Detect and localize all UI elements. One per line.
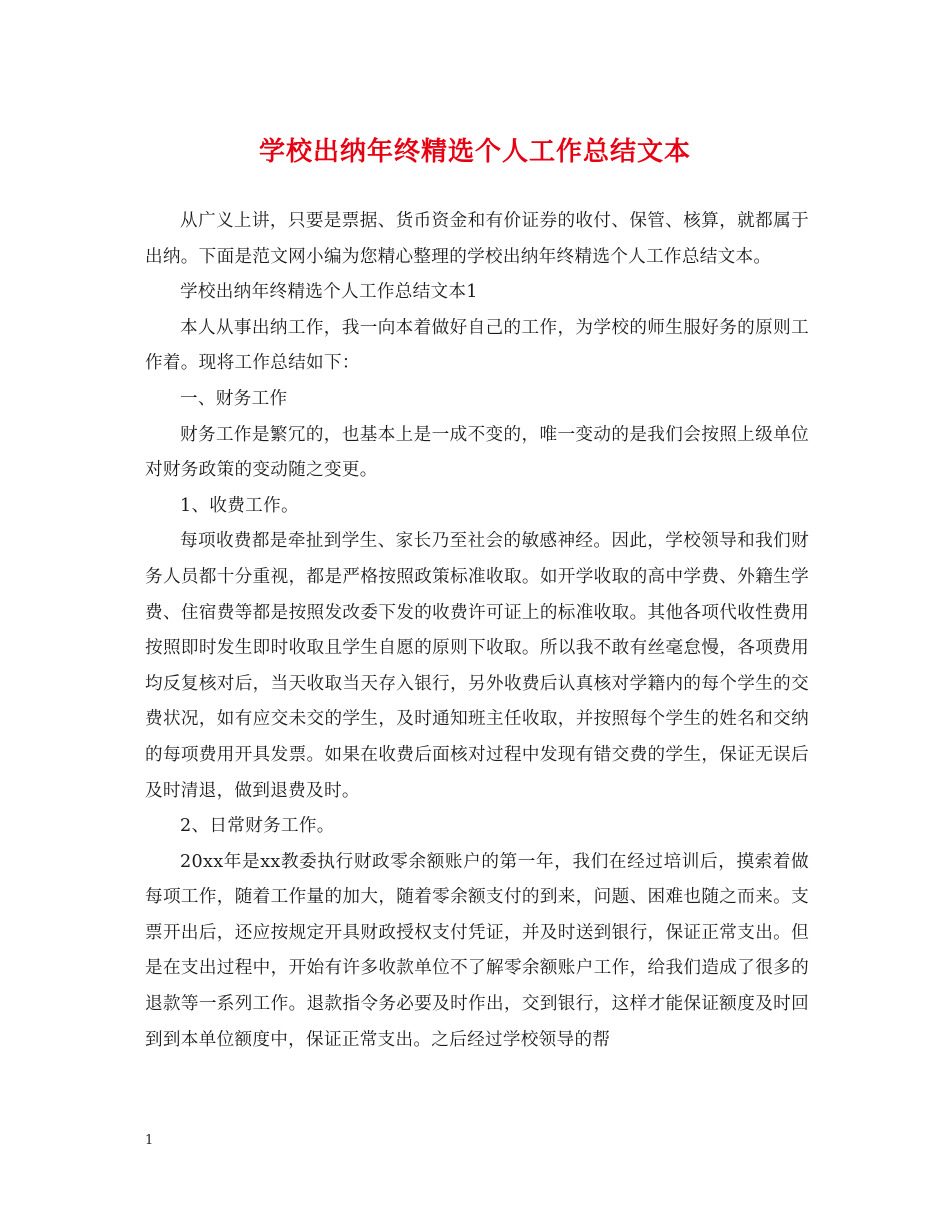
subsection-heading-fees: 1、收费工作。 [180,495,299,516]
fees-paragraph: 每项收费都是牵扯到学生、家长乃至社会的敏感神经。因此，学校领导和我们财务人员都十分重视，都是严格按照政策标准收取。如开学收取的高中学费、外籍生学费、住宿费等都是按照发改委下发的收费许可证上的标准收取。其他各项代收性费用按照即时发生即时收取且学生自愿的原则下收取。所以我不敢有丝毫怠慢，各项费用均反复核对后，当天收取当天存入银行，另外收费后认真核对学籍内的每个学生的交费状况，如有应交未交的学生，及时通知班主任收取，并按照每个学生的姓名和交纳的每项费用开具发票。如果在收费后面核对过程中发现有错交费的学生，保证无误后及时清退，做到退费及时。 [145,531,809,801]
intro-paragraph: 从广义上讲，只要是票据、货币资金和有价证券的收付、保管、核算，就都属于出纳。下面是范文网小编为您精心整理的学校出纳年终精选个人工作总结文本。 [145,211,809,267]
section-heading-finance: 一、财务工作 [180,388,288,409]
page-number: 1 [145,1133,154,1148]
opening-paragraph: 本人从事出纳工作，我一向本着做好自己的工作，为学校的师生服好务的原则工作着。现将工作总结如下： [145,317,809,374]
document-body [145,204,809,1058]
finance-paragraph: 财务工作是繁冗的，也基本上是一成不变的，唯一变动的是我们会按照上级单位对财务政策的变动随之变更。 [145,424,809,481]
document-title: 学校出纳年终精选个人工作总结文本 [258,137,691,167]
daily-work-paragraph: 20xx年是xx教委执行财政零余额账户的第一年，我们在经过培训后，摸索着做每项工作，随着工作量的加大，随着零余额支付的到来，问题、困难也随之而来。支票开出后，还应按规定开具财政授权支付凭证，并及时送到银行，保证正常支出。但是在支出过程中，开始有许多收款单位不了解零余额账户工作，给我们造成了很多的退款等一系列工作。退款指令务必要及时作出，交到银行，这样才能保证额度及时回到到本单位额度中，保证正常支出。之后经过学校领导的帮 [145,851,809,1050]
subtitle-paragraph: 学校出纳年终精选个人工作总结文本1 [180,282,478,303]
subsection-heading-daily: 2、日常财务工作。 [180,816,335,837]
